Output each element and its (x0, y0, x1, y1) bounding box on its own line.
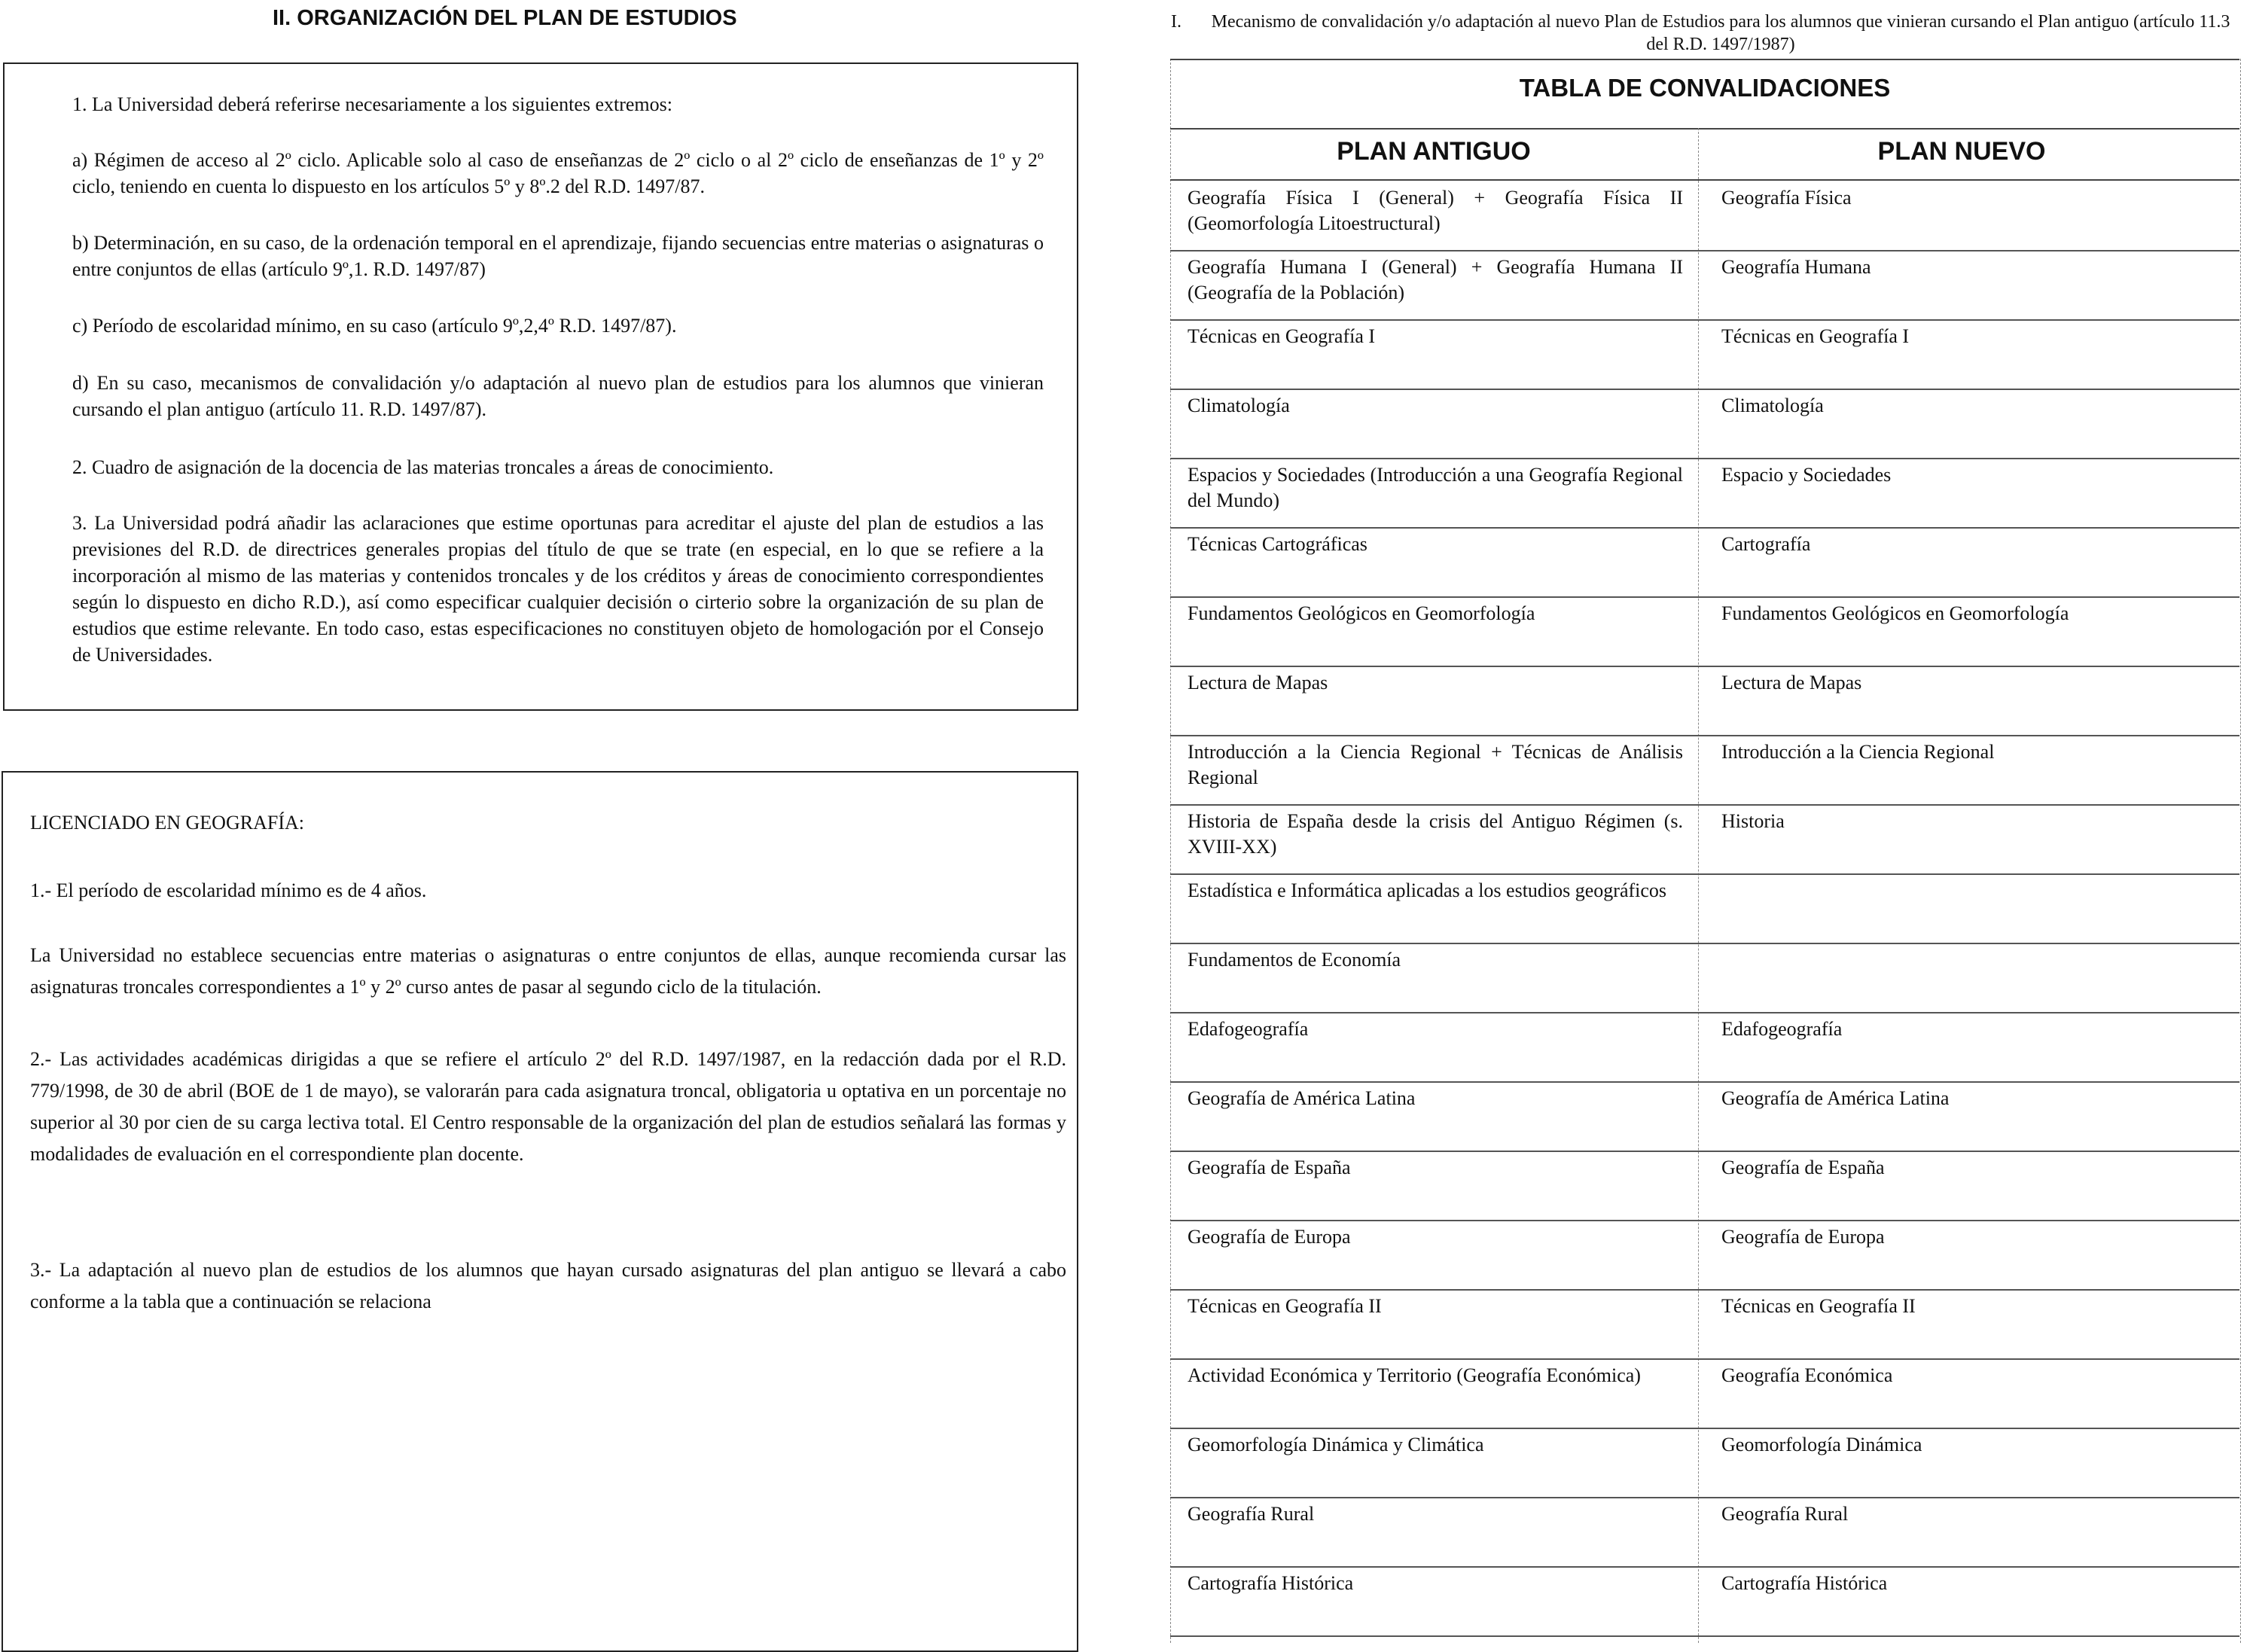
plan-nuevo-cell: Historia (1721, 810, 1785, 832)
table-row (1170, 181, 2239, 251)
column-header-old: PLAN ANTIGUO (1337, 137, 1531, 166)
table-row (1170, 458, 2239, 529)
instruction-2: 2. Cuadro de asignación de la docencia de las materias troncales a áreas de conocimiento. (72, 456, 774, 478)
plan-nuevo-cell: Lectura de Mapas (1721, 672, 1862, 693)
instruction-intro: 1. La Universidad deberá referirse necesariamente a los siguientes extremos: (72, 93, 672, 115)
plan-antiguo-cell: Estadística e Informática aplicadas a los estudios geográficos (1188, 879, 1667, 901)
plan-antiguo-cell: Geografía Humana I (General) + Geografía Humana II (Geografía de la Población) (1188, 256, 1683, 303)
table-title-rule (1170, 128, 2239, 130)
escolaridad-text: 1.- El período de escolaridad mínimo es de 4 años. (30, 879, 427, 901)
instruction-c: c) Período de escolaridad mínimo, en su caso (artículo 9º,2,4º R.D. 1497/87). (72, 315, 677, 337)
instruction-a: a) Régimen de acceso al 2º ciclo. Aplicable solo al caso de enseñanzas de 2º ciclo o al 2º ciclo de enseñanzas de 1º y 2º ciclo, teniendo en cuenta lo dispuesto en los artículos 5º y 8º.2 del R.D. 1497/87. (72, 149, 1044, 197)
table-row (1170, 943, 2239, 1013)
table-row (1170, 804, 2239, 875)
plan-antiguo-cell: Técnicas en Geografía I (1188, 325, 1376, 347)
plan-antiguo-cell: Introducción a la Ciencia Regional + Técnicas de Análisis Regional (1188, 741, 1683, 788)
table-row (1170, 1566, 2239, 1637)
plan-nuevo-cell: Geografía Humana (1721, 256, 1871, 278)
table-row (1170, 1428, 2239, 1498)
plan-nuevo-cell: Geografía de España (1721, 1157, 1885, 1178)
licenciado-box (2, 771, 1078, 1652)
plan-antiguo-cell: Geomorfología Dinámica y Climática (1188, 1434, 1484, 1455)
plan-antiguo-cell: Geografía Rural (1188, 1503, 1315, 1525)
plan-nuevo-cell: Cartografía Histórica (1721, 1572, 1888, 1594)
plan-antiguo-cell: Geografía de España (1188, 1157, 1351, 1178)
table-row (1170, 873, 2239, 944)
plan-nuevo-cell: Técnicas en Geografía I (1721, 325, 1910, 347)
table-row (1170, 1358, 2239, 1429)
header-text: Mecanismo de convalidación y/o adaptación al nuevo Plan de Estudios para los alumnos que vinieran cursando el Plan antiguo (artículo 11.3 del R.D. 1497/1987) (1211, 12, 2230, 54)
plan-antiguo-cell: Fundamentos de Economía (1188, 949, 1401, 971)
table-row (1170, 1012, 2239, 1083)
table-row (1170, 1081, 2239, 1152)
plan-nuevo-cell: Espacio y Sociedades (1721, 464, 1892, 486)
table-row (1170, 1151, 2239, 1221)
plan-antiguo-cell: Espacios y Sociedades (Introducción a una Geografía Regional del Mundo) (1188, 464, 1683, 511)
plan-nuevo-cell: Geografía Física (1721, 187, 1852, 209)
plan-antiguo-cell: Geografía Física I (General) + Geografía Física II (Geomorfología Litoestructural) (1188, 187, 1683, 234)
plan-antiguo-cell: Historia de España desde la crisis del Antiguo Régimen (s. XVIII-XX) (1188, 810, 1683, 858)
header-marker: I. (1171, 12, 1181, 32)
table-row (1170, 1289, 2239, 1360)
plan-antiguo-cell: Edafogeografía (1188, 1018, 1309, 1040)
table-row (1170, 389, 2239, 459)
table-row (1170, 527, 2239, 598)
table-row (1170, 319, 2239, 390)
table-row (1170, 1220, 2239, 1291)
plan-nuevo-cell: Geografía Rural (1721, 1503, 1849, 1525)
plan-antiguo-cell: Lectura de Mapas (1188, 672, 1328, 693)
table-row (1170, 1497, 2239, 1568)
licenciado-heading: LICENCIADO EN GEOGRAFÍA: (30, 812, 304, 834)
plan-nuevo-cell: Cartografía (1721, 533, 1811, 555)
table-row (1170, 666, 2239, 736)
plan-nuevo-cell: Climatología (1721, 395, 1824, 416)
plan-antiguo-cell: Cartografía Histórica (1188, 1572, 1354, 1594)
instruction-d: d) En su caso, mecanismos de convalidación y/o adaptación al nuevo plan de estudios para los alumnos que vinieran cursando el plan antiguo (artículo 11. R.D. 1497/87). (72, 372, 1044, 420)
instructions-box (3, 62, 1078, 711)
table-row (1170, 735, 2239, 806)
instruction-b: b) Determinación, en su caso, de la ordenación temporal en el aprendizaje, fijando secuencias entre materias o asignaturas o entre conjuntos de ellas (artículo 9º,1. R.D. 1497/87) (72, 232, 1044, 280)
plan-nuevo-cell: Geografía Económica (1721, 1364, 1893, 1386)
plan-nuevo-cell: Geografía de Europa (1721, 1226, 1885, 1248)
plan-antiguo-cell: Actividad Económica y Territorio (Geografía Económica) (1188, 1364, 1641, 1386)
plan-nuevo-cell: Geomorfología Dinámica (1721, 1434, 1922, 1455)
plan-nuevo-cell: Introducción a la Ciencia Regional (1721, 741, 1995, 763)
table-row (1170, 596, 2239, 667)
column-header-new: PLAN NUEVO (1877, 137, 2046, 166)
plan-antiguo-cell: Geografía de América Latina (1188, 1087, 1416, 1109)
plan-nuevo-cell: Técnicas en Geografía II (1721, 1295, 1916, 1317)
plan-antiguo-cell: Fundamentos Geológicos en Geomorfología (1188, 602, 1535, 624)
plan-antiguo-cell: Técnicas en Geografía II (1188, 1295, 1382, 1317)
section-title: II. ORGANIZACIÓN DEL PLAN DE ESTUDIOS (273, 6, 737, 30)
table-row (1170, 250, 2239, 321)
plan-antiguo-cell: Técnicas Cartográficas (1188, 533, 1367, 555)
plan-antiguo-cell: Geografía de Europa (1188, 1226, 1351, 1248)
plan-nuevo-cell: Fundamentos Geológicos en Geomorfología (1721, 602, 2069, 624)
plan-nuevo-cell: Geografía de América Latina (1721, 1087, 1950, 1109)
adaptacion-text: 3.- La adaptación al nuevo plan de estudios de los alumnos que hayan cursado asignaturas del plan antiguo se llevará a cabo conforme a la tabla que a continuación se relaciona (30, 1259, 1066, 1312)
table-top-rule (1170, 59, 2239, 60)
plan-antiguo-cell: Climatología (1188, 395, 1290, 416)
instruction-3: 3. La Universidad podrá añadir las aclaraciones que estime oportunas para acreditar el ajuste del plan de estudios a las previsiones del R.D. de directrices generales propias del título de que se trate (en especial, en lo que se refiere a la incorporación al mismo de las materias y contenidos troncales y de los créditos y áreas de conocimiento correspondientes según lo dispuesto en dicho R.D.), así como especificar cualquier decisión o cirterio sobre la organización de su plan de estudios que estime relevante. En todo caso, estas especificaciones no constituyen objeto de homologación por el Consejo de Universidades. (72, 512, 1044, 666)
secuencias-text: La Universidad no establece secuencias entre materias o asignaturas o entre conjuntos de ellas, aunque recomienda cursar las asignaturas troncales correspondientes a 1º y 2º curso antes de pasar al segundo ciclo de la titulación. (30, 944, 1066, 998)
actividades-text: 2.- Las actividades académicas dirigidas a que se refiere el artículo 2º del R.D. 1497/1987, en la redacción dada por el R.D. 779/1998, de 30 de abril (BOE de 1 de mayo), se valorarán para cada asignatura troncal, obligatoria u optativa en un porcentaje no superior al 30 por cien de su carga lectiva total. El Centro responsable de la organización del plan de estudios señalará las formas y modalidades de evaluación en el correspondiente plan docente. (30, 1048, 1066, 1165)
plan-nuevo-cell: Edafogeografía (1721, 1018, 1843, 1040)
table-title: TABLA DE CONVALIDACIONES (1519, 74, 1891, 102)
